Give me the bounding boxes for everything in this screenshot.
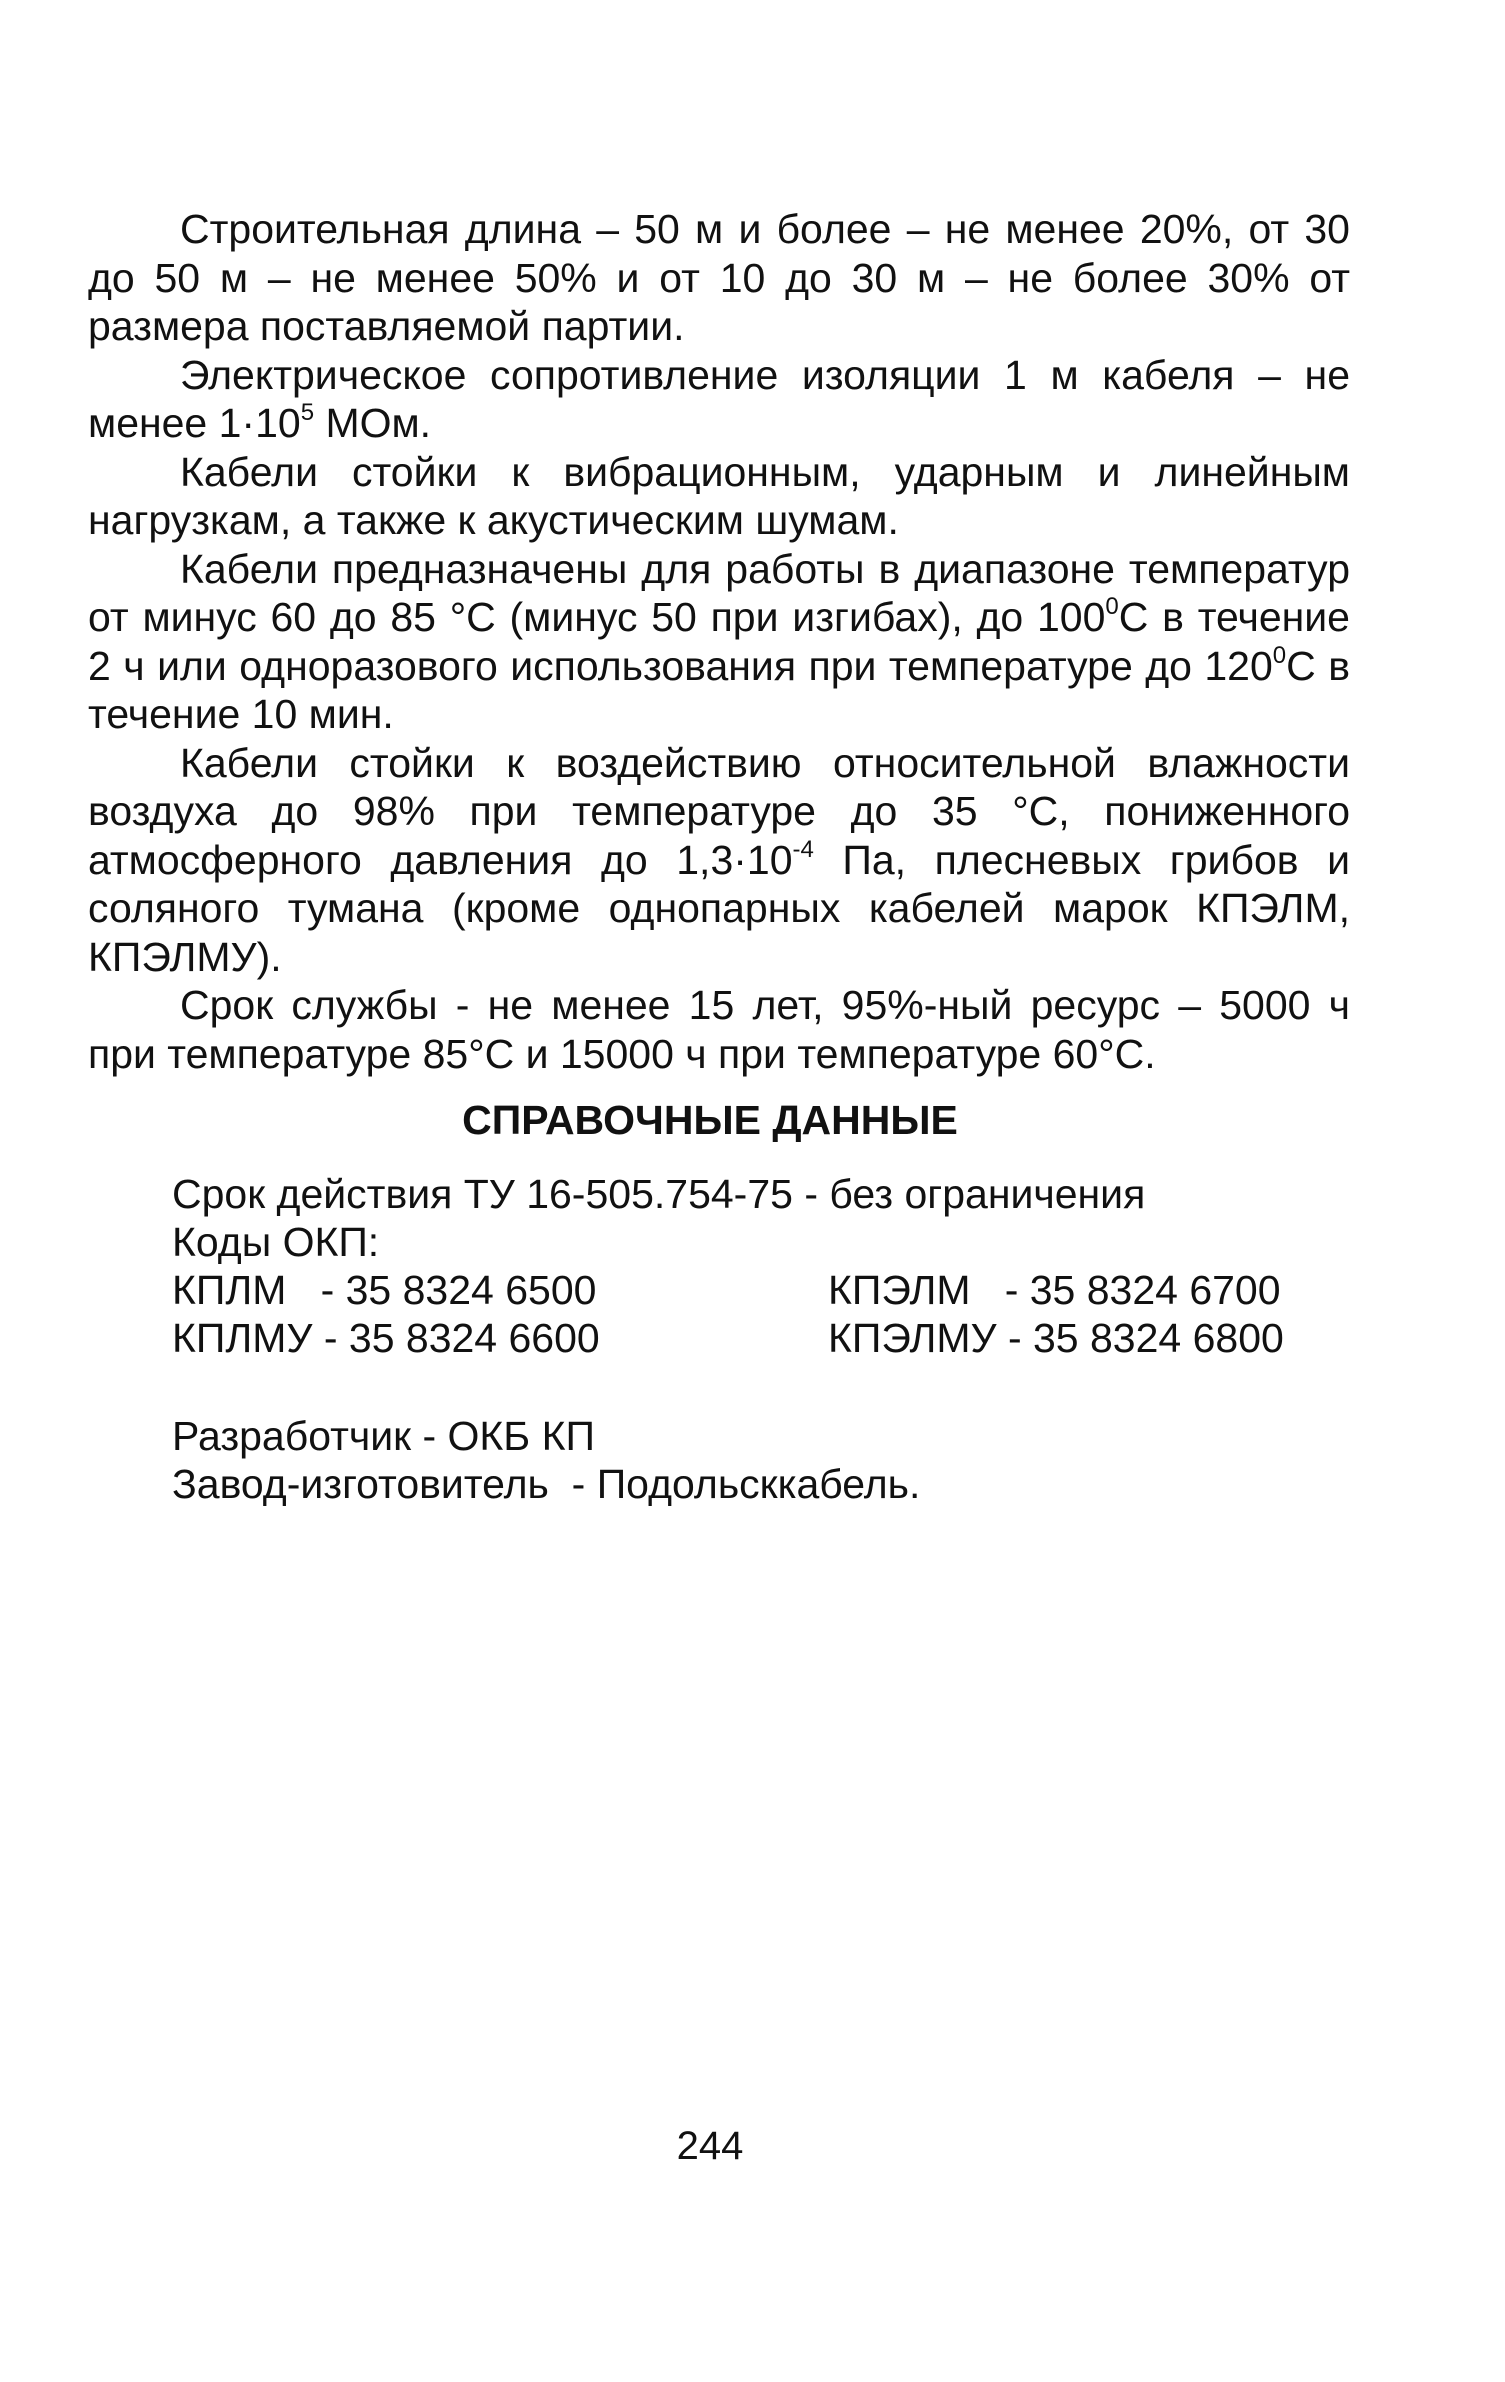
paragraph-text: Строительная длина – 50 м и более – не менее 20%, от 30 до 50 м – не менее 50% и от 10 до 30 м – не более 30% от размера поставляемой партии.: [88, 206, 1350, 349]
paragraph-construction-length: [88, 205, 1350, 351]
exponent: -4: [792, 835, 814, 863]
developer: Разработчик - ОКБ КП: [172, 1413, 595, 1459]
okp-code: КПЛМУ - 35 8324 6600: [172, 1315, 600, 1361]
reference-heading: СПРАВОЧНЫЕ ДАННЫЕ: [462, 1097, 958, 1143]
okp-code-row: [172, 1266, 1352, 1314]
paragraph-service-life: [88, 981, 1350, 1078]
paragraph-text: Па, плесневых грибов и соляного тумана (кроме однопарных кабелей марок КПЭЛМ, КПЭЛМУ).: [88, 836, 1350, 980]
body-text: [88, 205, 1350, 1078]
okp-code: КПЛМ - 35 8324 6500: [172, 1267, 597, 1313]
paragraph-insulation-resistance: [88, 351, 1350, 448]
okp-codes-label: Коды ОКП:: [172, 1219, 380, 1265]
paragraph-text: Кабели предназначены для работы в диапазоне температур от минус 60 до 85 °С (минус 50 при изгибах), до 100: [88, 545, 1350, 640]
okp-code-row: [172, 1314, 1352, 1362]
okp-code: КПЭЛМУ - 35 8324 6800: [828, 1315, 1284, 1361]
degree-sign: 0: [1272, 641, 1287, 669]
paragraph-text: Электрическое сопротивление изоляции 1 м кабеля – не менее 1·10: [88, 351, 1350, 446]
paragraph-text: С в течение 10 мин.: [88, 642, 1350, 737]
paragraph-text: С в течение 2 ч или одноразового использования при температуре до 120: [88, 594, 1350, 689]
exponent: 5: [300, 399, 315, 427]
paragraph-text: МОм.: [314, 400, 432, 446]
manufacturer: Завод-изготовитель - Подольсккабель.: [172, 1461, 921, 1507]
okp-codes-table: [172, 1266, 1352, 1362]
degree-sign: 0: [1105, 593, 1119, 621]
paragraph-temperature-range: [88, 545, 1350, 739]
okp-code: КПЭЛМ - 35 8324 6700: [828, 1267, 1281, 1313]
paragraph-text: Срок службы - не менее 15 лет, 95%-ный ресурс – 5000 ч при температуре 85°С и 15000 ч при температуре 60°С.: [88, 982, 1350, 1077]
paragraph-vibration-resistance: [88, 448, 1350, 545]
tu-validity: Срок действия ТУ 16-505.754-75 - без ограничения: [172, 1171, 1146, 1217]
page-number: 244: [676, 2124, 744, 2168]
paragraph-humidity-resistance: [88, 739, 1350, 982]
paragraph-text: Кабели стойки к вибрационным, ударным и линейным нагрузкам, а также к акустическим шумам.: [88, 448, 1350, 543]
paragraph-text: Кабели стойки к воздействию относительной влажности воздуха до 98% при температуре до 35 °С, пониженного атмосферного давления до 1,3·10: [88, 739, 1350, 883]
